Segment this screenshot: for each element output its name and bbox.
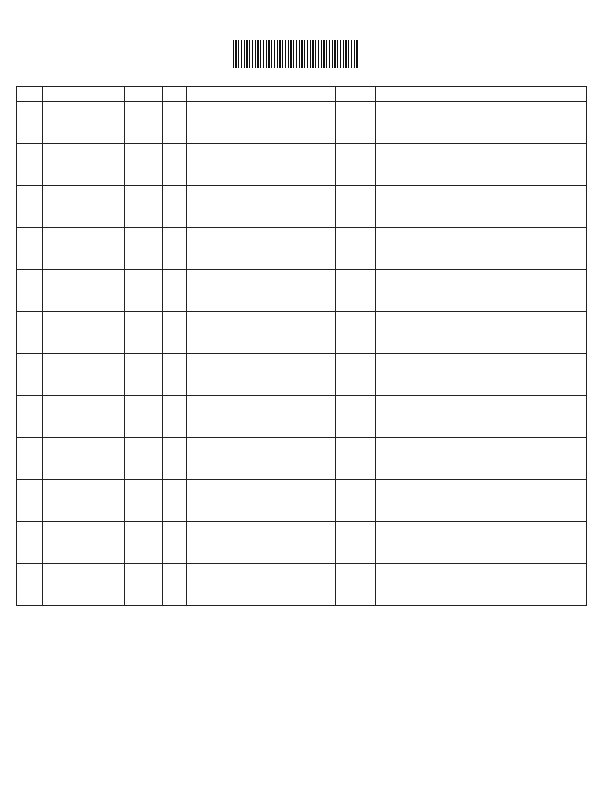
seal-cell	[376, 480, 587, 522]
remarks-cell	[336, 228, 376, 270]
consignment-cell	[42, 270, 124, 312]
seal-cell	[376, 144, 587, 186]
col-header	[376, 87, 587, 102]
remarks-cell	[336, 396, 376, 438]
seal-cell	[376, 312, 587, 354]
consignment-cell	[42, 438, 124, 480]
sno-cell	[17, 270, 43, 312]
seal-signature	[379, 482, 583, 490]
consignment-cell	[42, 480, 124, 522]
consignment-cell	[42, 564, 124, 606]
table-row	[17, 354, 587, 396]
table-header-row	[17, 87, 587, 102]
seal-signature	[379, 314, 583, 322]
table-row	[17, 186, 587, 228]
consignee-cell	[186, 270, 336, 312]
seal-signature	[379, 524, 583, 532]
consignee-signature	[190, 566, 333, 574]
consignee-signature	[190, 188, 333, 196]
consignee-cell	[186, 480, 336, 522]
consignee-cell	[186, 312, 336, 354]
seal-signature	[379, 566, 583, 574]
sno-cell	[17, 102, 43, 144]
table-row	[17, 144, 587, 186]
sno-cell	[17, 480, 43, 522]
seal-cell	[376, 522, 587, 564]
col-header	[162, 87, 186, 102]
pcs-cell	[162, 396, 186, 438]
consignee-signature	[190, 272, 333, 280]
remarks-cell	[336, 480, 376, 522]
pcs-cell	[162, 102, 186, 144]
table-row	[17, 228, 587, 270]
sno-cell	[17, 186, 43, 228]
seal-signature	[379, 230, 583, 238]
consignment-cell	[42, 186, 124, 228]
sno-cell	[17, 228, 43, 270]
table-row	[17, 564, 587, 606]
table-row	[17, 396, 587, 438]
consignment-cell	[42, 354, 124, 396]
consignee-signature	[190, 230, 333, 238]
seal-cell	[376, 102, 587, 144]
consignee-signature	[190, 482, 333, 490]
col-header	[17, 87, 43, 102]
table-row	[17, 312, 587, 354]
seal-signature	[379, 440, 583, 448]
consignment-cell	[42, 144, 124, 186]
remarks-cell	[336, 438, 376, 480]
pcs-cell	[162, 354, 186, 396]
sno-cell	[17, 522, 43, 564]
pcs-cell	[162, 312, 186, 354]
weight-cell	[124, 270, 162, 312]
consignee-signature	[190, 440, 333, 448]
seal-signature	[379, 188, 583, 196]
pcs-cell	[162, 186, 186, 228]
remarks-cell	[336, 186, 376, 228]
remarks-cell	[336, 270, 376, 312]
consignee-cell	[186, 354, 336, 396]
pcs-cell	[162, 270, 186, 312]
seal-cell	[376, 354, 587, 396]
seal-cell	[376, 228, 587, 270]
consignment-cell	[42, 522, 124, 564]
weight-cell	[124, 564, 162, 606]
consignee-cell	[186, 522, 336, 564]
weight-cell	[124, 228, 162, 270]
table-row	[17, 270, 587, 312]
consignment-cell	[42, 228, 124, 270]
consignment-cell	[42, 312, 124, 354]
consignment-cell	[42, 102, 124, 144]
table-row	[17, 102, 587, 144]
consignee-signature	[190, 398, 333, 406]
consignee-cell	[186, 564, 336, 606]
remarks-cell	[336, 312, 376, 354]
consignee-signature	[190, 104, 333, 112]
pcs-cell	[162, 564, 186, 606]
weight-cell	[124, 396, 162, 438]
pcs-cell	[162, 480, 186, 522]
remarks-cell	[336, 354, 376, 396]
seal-signature	[379, 146, 583, 154]
consignee-signature	[190, 524, 333, 532]
consignment-cell	[42, 396, 124, 438]
seal-cell	[376, 438, 587, 480]
weight-cell	[124, 480, 162, 522]
weight-cell	[124, 522, 162, 564]
consignee-cell	[186, 438, 336, 480]
remarks-cell	[336, 144, 376, 186]
sno-cell	[17, 312, 43, 354]
sno-cell	[17, 396, 43, 438]
col-header	[124, 87, 162, 102]
sno-cell	[17, 354, 43, 396]
weight-cell	[124, 438, 162, 480]
col-header	[336, 87, 376, 102]
weight-cell	[124, 186, 162, 228]
sno-cell	[17, 144, 43, 186]
seal-cell	[376, 564, 587, 606]
table-row	[17, 438, 587, 480]
consignee-cell	[186, 396, 336, 438]
remarks-cell	[336, 522, 376, 564]
consignee-signature	[190, 314, 333, 322]
seal-cell	[376, 270, 587, 312]
table-row	[17, 480, 587, 522]
consignee-signature	[190, 146, 333, 154]
sno-cell	[17, 564, 43, 606]
seal-signature	[379, 356, 583, 364]
pcs-cell	[162, 228, 186, 270]
seal-signature	[379, 272, 583, 280]
pcs-cell	[162, 438, 186, 480]
seal-cell	[376, 396, 587, 438]
weight-cell	[124, 102, 162, 144]
pcs-cell	[162, 522, 186, 564]
seal-signature	[379, 104, 583, 112]
remarks-cell	[336, 564, 376, 606]
weight-cell	[124, 354, 162, 396]
pcs-cell	[162, 144, 186, 186]
barcode	[233, 40, 358, 68]
consignee-cell	[186, 102, 336, 144]
seal-signature	[379, 398, 583, 406]
consignee-signature	[190, 356, 333, 364]
col-header	[186, 87, 336, 102]
sno-cell	[17, 438, 43, 480]
runsheet-table	[16, 86, 587, 606]
consignee-cell	[186, 186, 336, 228]
col-header	[42, 87, 124, 102]
seal-cell	[376, 186, 587, 228]
consignee-cell	[186, 144, 336, 186]
weight-cell	[124, 144, 162, 186]
remarks-cell	[336, 102, 376, 144]
table-row	[17, 522, 587, 564]
weight-cell	[124, 312, 162, 354]
consignee-cell	[186, 228, 336, 270]
